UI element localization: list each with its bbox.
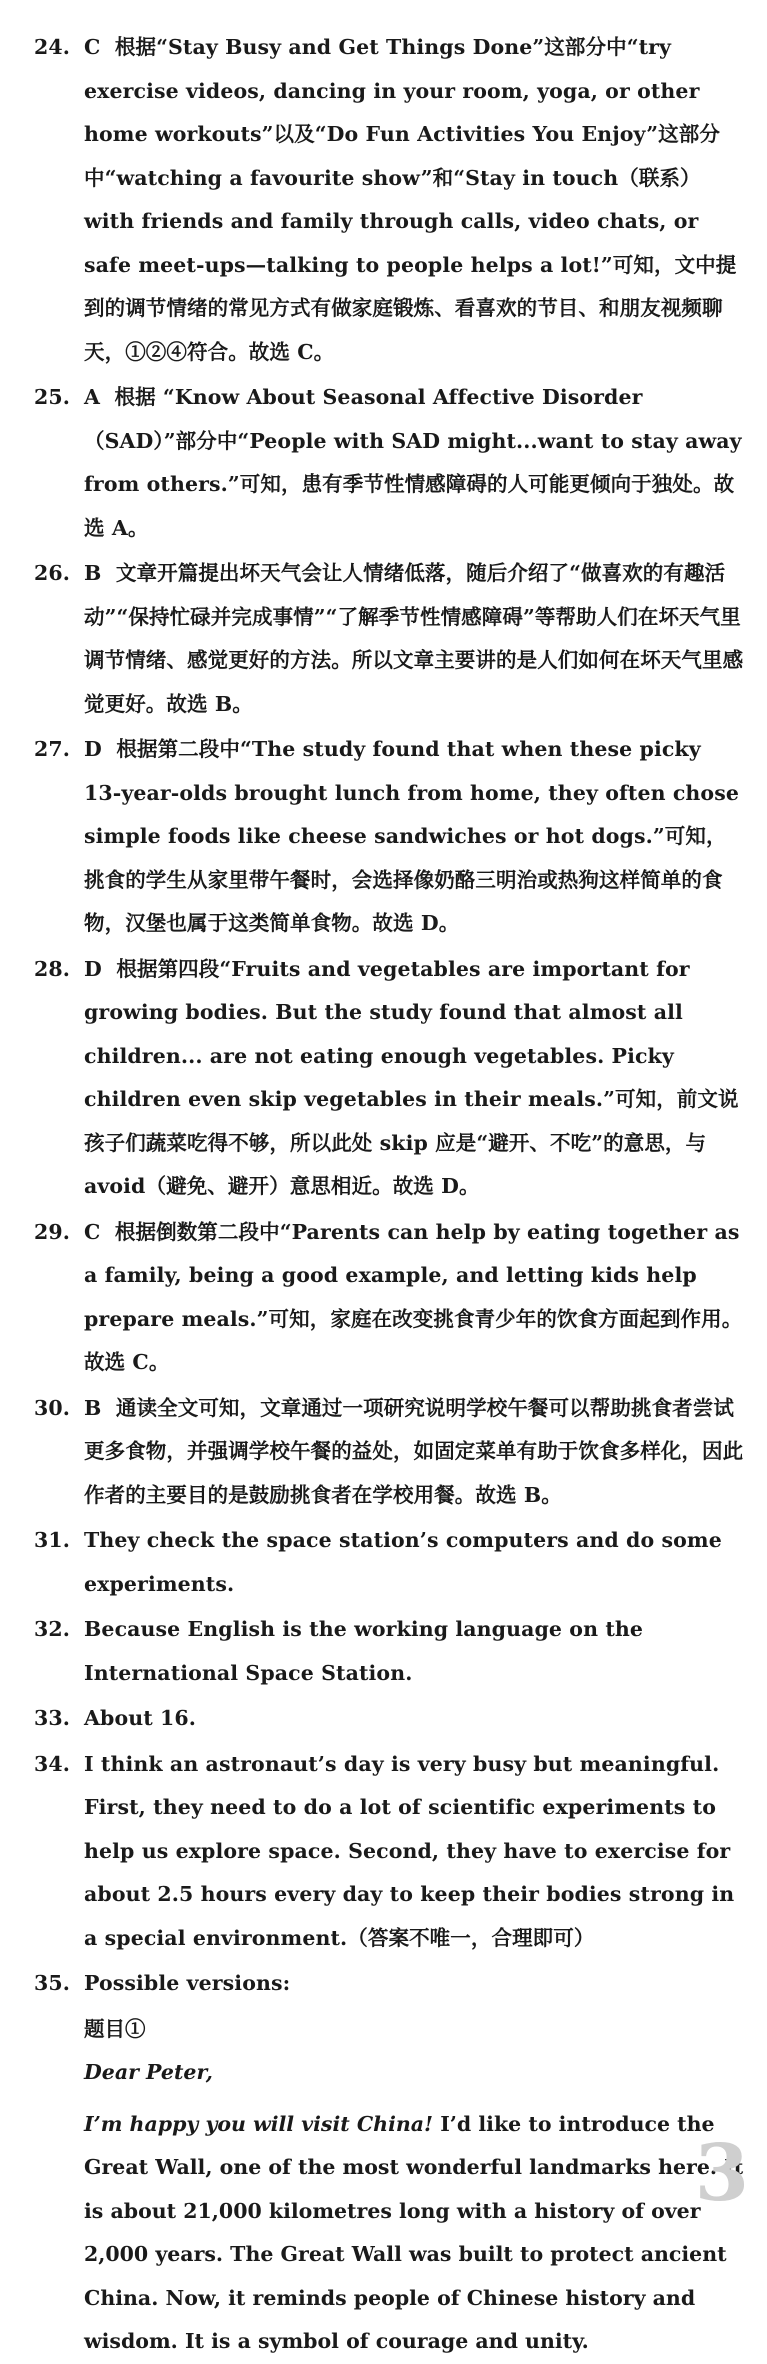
item-number: 27.: [34, 737, 70, 761]
item-number: 35.: [34, 1971, 70, 1995]
answer-item-35: [34, 1962, 745, 2006]
item-explanation: 根据 “Know About Seasonal Affective Disorder（SAD）”部分中“People with SAD might...want to stay away from others.”可知，患有季节性情感障碍的人可能更倾向于独处。故选 A。: [84, 385, 742, 540]
essay-salutation: Dear Peter,: [84, 2060, 213, 2084]
item-number: 29.: [34, 1219, 70, 1244]
item-number: 32.: [34, 1617, 70, 1641]
answer-item-28: [34, 948, 745, 1209]
item-answer: C: [84, 35, 101, 59]
item-explanation: About 16.: [84, 1706, 196, 1730]
item-explanation: 通读全文可知，文章通过一项研究说明学校午餐可以帮助挑食者尝试更多食物，并强调学校午餐的益处，如固定菜单有助于饮食多样化，因此作者的主要目的是鼓励挑食者在学校用餐。故选 B。: [84, 1395, 744, 1507]
answer-item-30: [34, 1387, 745, 1518]
answer-item-29: [34, 1211, 745, 1385]
answer-item-34: [34, 1743, 745, 1961]
item-number: 33.: [34, 1706, 70, 1730]
answer-item-32: [34, 1608, 745, 1695]
essay-opening: I’m happy you will visit China!: [84, 2111, 434, 2136]
item-explanation: I think an astronaut’s day is very busy but meaningful. First, they need to do a lot of scientific experiments to help us explore space. Second, they have to exercise for about 2.5 hours every day to keep their bodies strong in a special environment.（答案不唯一，合理即可）: [84, 1751, 735, 1950]
item-answer: D: [84, 956, 102, 981]
answer-item-33: [34, 1697, 745, 1741]
item-explanation: 文章开篇提出坏天气会让人情绪低落，随后介绍了“做喜欢的有趣活动”“保持忙碌并完成事情”“了解季节性情感障碍”等帮助人们在坏天气里调节情绪、感觉更好的方法。所以文章主要讲的是人们如何在坏天气里感觉更好。故选 B。: [84, 561, 744, 716]
item-number: 26.: [34, 561, 70, 585]
item-answer: A: [84, 385, 101, 409]
answer-item-31: [34, 1519, 745, 1606]
item-explanation: 根据“Stay Busy and Get Things Done”这部分中“try exercise videos, dancing in your room, yoga, or other home workouts”以及“Do Fun Activities You Enjoy”这部分中“watching a favourite show”和“Stay in touch（联系）with friends and family through calls, video chats, or safe meet-ups—talking to people helps a lot!”可知，文中提到的调节情绪的常见方式有做家庭锻炼、看喜欢的节目、和朋友视频聊天，①②④符合。故选 C。: [84, 35, 737, 364]
item-number: 34.: [34, 1751, 70, 1776]
answer-item-25: [34, 376, 745, 550]
item-number: 31.: [34, 1528, 70, 1552]
answer-item-27: [34, 728, 745, 946]
item-answer: B: [84, 561, 102, 585]
item-explanation: 根据第二段中“The study found that when these picky 13-year-olds brought lunch from home, they often chose simple foods like cheese sandwiches or hot dogs.”可知，挑食的学生从家里带午餐时，会选择像奶酪三明治或热狗这样简单的食物，汉堡也属于这类简单食物。故选 D。: [84, 737, 739, 935]
item-explanation: 根据倒数第二段中“Parents can help by eating together as a family, being a good example, and letting kids help prepare meals.”可知，家庭在改变挑食青少年的饮食方面起到作用。故选 C。: [84, 1219, 743, 1374]
item-answer: B: [84, 1395, 102, 1420]
item-explanation: They check the space station’s computers and do some experiments.: [84, 1528, 722, 1596]
item-explanation: Possible versions:: [84, 1971, 291, 1995]
item-number: 24.: [34, 35, 70, 59]
page-number: 3: [694, 2128, 749, 2219]
item-number: 30.: [34, 1395, 70, 1420]
item-explanation: 根据第四段“Fruits and vegetables are important for growing bodies. But the study found that almost all children... are not eating enough vegetables. Picky children even skip vegetables in their meals.”可知，前文说孩子们蔬菜吃得不够，所以此处 skip 应是“避开、不吃”的意思，与 avoid（避免、避开）意思相近。故选 D。: [84, 956, 739, 1198]
answer-item-26: [34, 552, 745, 726]
item-explanation: Because English is the working language on the International Space Station.: [84, 1617, 644, 1685]
item-answer: C: [84, 1219, 101, 1244]
item-number: 28.: [34, 956, 70, 981]
item-number: 25.: [34, 385, 70, 409]
answer-item-24: [34, 26, 745, 374]
essay-body-text: I’d like to introduce the Great Wall, one of the most wonderful landmarks here. It is about 21,000 kilometres long with a history of over 2,000 years. The Great Wall was built to protect ancient China. Now, it reminds people of Chinese history and wisdom. It is a symbol of courage and unity.: [84, 2111, 744, 2353]
essay-body: [34, 2103, 745, 2364]
item-answer: D: [84, 737, 102, 761]
essay-topic: 题目①: [84, 2016, 146, 2041]
